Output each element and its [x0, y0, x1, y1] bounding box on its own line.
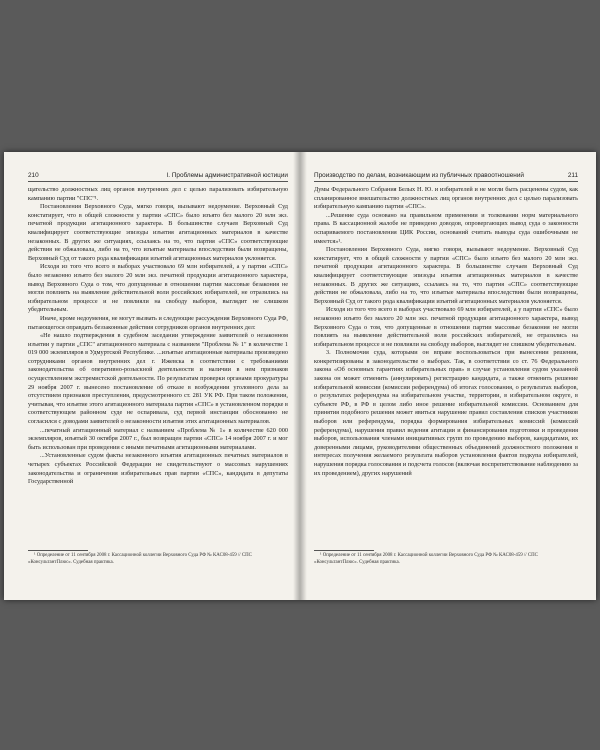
- running-title: Производство по делам, возникающим из публичных правоотношений: [314, 172, 524, 179]
- running-title: I. Проблемы административной юстиции: [166, 172, 288, 179]
- paragraph: Постановления Верховного Суда, мягко говоря, вызывают недоумение. Верховный Суд констатирует, что в общей сложности у партии «СПС» было изъято без малого 20 млн экз. печатной продукции агитационного характера. В большинстве случаев Верховный Суд квалифицирует соответствующие эпизоды изъятия агитационных материалов в качестве незаконных. В других же ситуациях, ссылаясь на то, что партия «СПС» соответствующие действия не обжаловала, либо на то, что изъятые материалы впоследствии были возвращены, Верховный Суд от такого рода квалификации изъятий агитационных материалов уклоняется.: [314, 246, 578, 305]
- paragraph: 3. Полномочия суда, которыми он вправе воспользоваться при вынесении решения, конкретизированы в законодательстве о выборах. Так, в соответствии со ст. 76 Федерального закона «Об основных гарантиях избирательных прав» в случае установления судом указанной закона он может отменить (аннулировать) регистрацию кандидата, а также отменить решение избирательной комиссии (комиссии референдума) об итогах голосования, о результатах выборов, о результатах референдума на избирательном участке, территории, в избирательном округе, в субъекте РФ, в РФ в целом либо иное решение избирательной комиссии. Основанием для принятия подобного решения может явиться нарушение правил составления списков участников выборов или референдума, порядка формирования избирательных комиссий (комиссий референдума), нарушения правил ведения агитации и финансирования подготовки и проведения выборов, использования членами инициативных групп по проведению выборов, кандидатами, их доверенными лицами, руководителями общественных объединений должностного положения в интересах получения желаемого результата выборов установления фактов подкупа избирателей, нарушения порядка голосования и подсчета голосов (включая воспрепятствование наблюдению за их проведением), других нарушений: [314, 349, 578, 477]
- left-page: [4, 152, 300, 600]
- page-number: 210: [28, 172, 39, 179]
- left-page-body: [28, 186, 288, 487]
- right-page-header: [314, 171, 578, 182]
- footnote: ¹ Определение от 11 сентября 2008 г. Кассационной коллегии Верховного Суда РФ № КАС08-459 // СПС «КонсультантПлюс». Судебная практика.: [28, 553, 252, 565]
- paragraph: Исходя из того что всего в выборах участвовало 69 млн избирателей, а у партии «СПС» было незаконно изъято без малого 20 млн экз. печатной продукции агитационного характера, вывод Верховного Суда о том, что допущенные в отношении партии массовые безакония не могли повлиять на выявление действительной воли российских избирателей, не отразились на избирательном процессе и не повлияли на свободу выборов, выглядит не слишком убедительным.: [314, 306, 578, 348]
- right-footnotes: [314, 550, 578, 566]
- book-spread: [4, 152, 596, 600]
- paragraph: щательство должностных лиц органов внутренних дел с целью парализовать избирательную кампанию партии "СПС"¹.: [28, 186, 288, 202]
- left-footnotes: [28, 550, 288, 566]
- paragraph: Думы Федерального Собрания Белых Н. Ю. и избирателей и не могли быть расценены судом, как спланированное вмешательство должностных лиц органов внутренних дел с целью парализовать избирательную кампанию партии «СПС».: [314, 186, 578, 211]
- page-number: 211: [567, 172, 578, 179]
- paragraph: Постановления Верховного Суда, мягко говоря, вызывают недоумение. Верховный Суд констатирует, что в общей сложности у партии «СПС» было изъято без малого 20 млн экз. печатной продукции агитационного характера. В большинстве случаев Верховный Суд квалифицирует соответствующие эпизоды изъятия агитационных материалов в качестве незаконных. В других же ситуациях, ссылаясь на то, что партия «СПС» соответствующие действия не обжаловала, либо на то, что изъятые материалы впоследствии были возвращены, Верховный Суд от такого рода квалификации изъятий агитационных материалов уклоняется.: [28, 203, 288, 262]
- paragraph: ...Решение суда основано на правильном применении и толковании норм материального права. В кассационной жалобе не приведено доводов, опровергающих вывод суда о законности оспариваемого постановления ЦИК России, оснований считать выводы суда ошибочными не имеется»¹.: [314, 211, 578, 245]
- right-page-body: [314, 186, 578, 478]
- footnote: ¹ Определение от 11 сентября 2008 г. Кассационной коллегии Верховного Суда РФ № КАС08-459 // СПС «КонсультантПлюс». Судебная практика.: [314, 553, 538, 565]
- paragraph: «Не нашло подтверждения в судебном заседании утверждение заявителей о незаконном изъятии у партии „СПС" агитационного материала с названием "Проблема № 1" в количестве 1 019 000 экземпляров в Удмуртской Республике. ...изъятые агитационные материалы произведено сотрудниками органов внутренних дел г. Ижевска в соответствии с требованиями законодательства об оперативно-розыскной деятельности и наличии в нем признаков осуществлением экстремистской деятельности. По результатам проверки органами прокуратуры 29 ноября 2007 г. вынесено постановление об отказе в возбуждении уголовного дела за отсутствием признаков преступления, предусмотренного ст. 281 УК РФ. При таком положении, учитывая, что изъятие этого агитационного материала партия «СПС» в установленном порядке в соответствующем районном суде не оспаривала, суд первой инстанции обоснованно не согласился с доводами заявителей о незаконности изъятия этих агитационных материалов.: [28, 332, 288, 426]
- paragraph: Иначе, кроме недоумения, не могут вызвать и следующие рассуждения Верховного Суда РФ, пытающегося оправдать беззаконные действия сотрудников органов внутренних дел:: [28, 314, 288, 331]
- footnote-rule: [28, 550, 88, 551]
- left-page-header: [28, 171, 288, 182]
- paragraph: ...Установленные судом факты незаконного изъятия агитационных печатных материалов в четырех субъектах Российской Федерации не свидетельствуют о массовых нарушениях законодательства и ограничения избирательных прав партии «СПС», кандидата в депутаты Государственной: [28, 452, 288, 486]
- paragraph: ...печатный агитационный материал с названием «Проблема № 1» в количестве 620 000 экземпляров, изъятый 30 октября 2007 г., был возвращен партии «СПС» 14 ноября 2007 г. и мог быть использован при проведении с иными печатными агитационными материалами.: [28, 426, 288, 451]
- right-page: [300, 152, 596, 600]
- footnote-rule: [314, 550, 374, 551]
- paragraph: Исходя из того что всего в выборах участвовало 69 млн избирателей, а у партии «СПС» было незаконно изъято без малого 20 млн экз. печатной продукции агитационного характера, вывод Верховного Суда о том, что допущенные в отношении партии массовые безакония не могли повлиять на выявление действительной воли российских избирателей, не отразились на избирательном процессе и не повлияли на свободу выборов, выглядит не слишком убедительным.: [28, 263, 288, 314]
